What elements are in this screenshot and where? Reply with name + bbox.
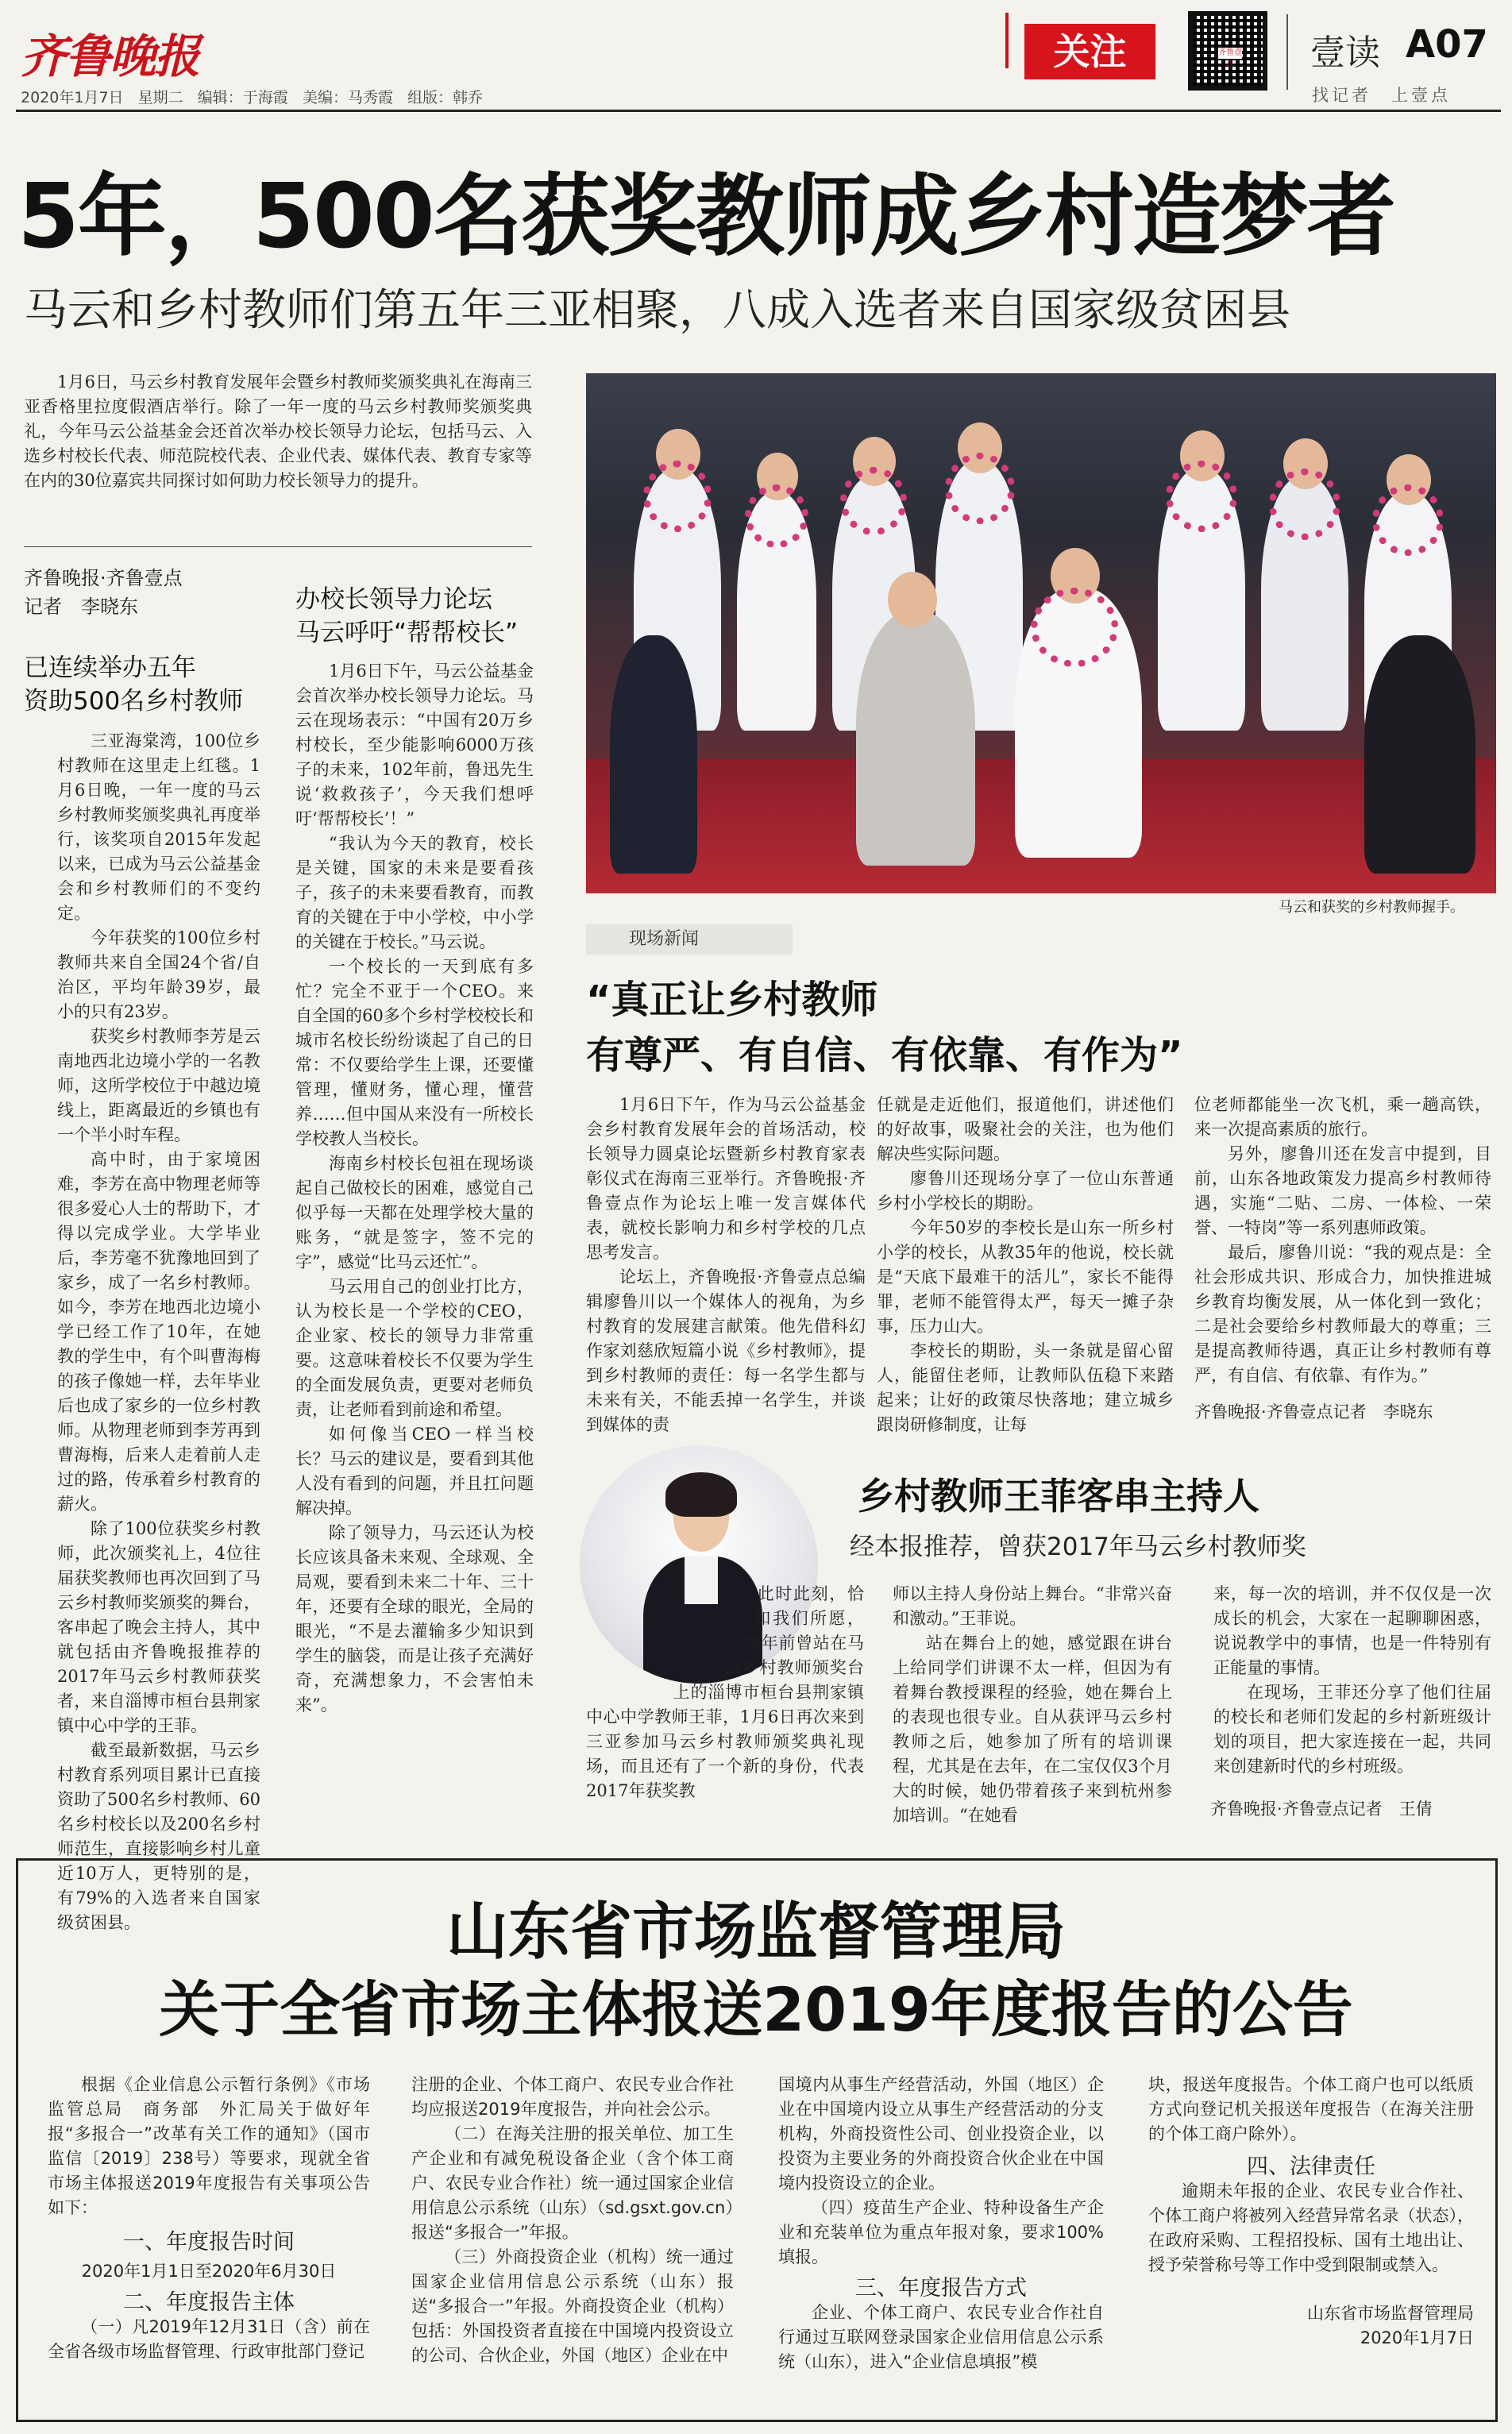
proof-credit: 组版：韩乔 [407, 89, 484, 106]
paragraph: 另外，廖鲁川还在发言中提到，目前，山东各地政策发力提高乡村教师待遇，实施“二贴、二房、一体检、一荣誉、一特岗”等一系列惠师政策。 [1194, 1144, 1491, 1237]
paragraph: 廖鲁川还现场分享了一位山东普通乡村小学校长的期盼。 [877, 1169, 1174, 1213]
paragraph: 论坛上，齐鲁晚报·齐鲁壹点总编辑廖鲁川以一个媒体人的视角，为乡村教育的发展建言献策。他先借科幻作家刘慈欣短篇小说《乡村教师》，提到乡村教师的责任：每一名学生都与未来有关，不能丢掉一名学生，并谈到媒体的责 [586, 1267, 866, 1434]
paragraph: 李校长的期盼，头一条就是留心留人，能留住老师，让教师队伍稳下来踏起来；让好的政策尽快落地；建立城乡跟岗研修制度，让每 [877, 1341, 1174, 1434]
paragraph: 在现场，王菲还分享了他们往届的校长和老师们发起的乡村新班级计划的项目，把大家连接在一起，共同来创建新时代的乡村班级。 [1213, 1683, 1491, 1776]
host-headline: 乡村教师王菲客串主持人 [858, 1475, 1259, 1518]
byline [24, 564, 183, 621]
flower-lei [643, 461, 712, 532]
notice-date: 2020年1月7日 [1360, 2328, 1474, 2347]
byline-reporter: 记者 李晓东 [24, 596, 138, 618]
scene-headline-1: “真正让乡村教师 [586, 978, 878, 1022]
figure-suit [1364, 635, 1475, 874]
page-number: A07 [1406, 22, 1488, 67]
section-name: 壹读 [1310, 33, 1380, 73]
flower-lei [840, 467, 907, 535]
issue-date: 2020年1月7日 [21, 89, 124, 106]
flower-lei [1031, 588, 1118, 667]
paragraph: 如何像当CEO一样当校长？马云的建议是，要看到其他人没有看到的问题，并且扛问题解决掉。 [295, 1425, 534, 1518]
flower-lei [1372, 484, 1444, 556]
paragraph: 师以主持人身份站上舞台。“非常兴奋和激动。”王菲说。 [893, 1584, 1172, 1628]
scene-signature: 齐鲁晚报·齐鲁壹点记者 李晓东 [1194, 1402, 1433, 1421]
paragraph: 截至最新数据，马云乡村教育系列项目累计已直接资助了500名乡村教师、60名乡村校长以及200名乡村师范生，直接影响乡村儿童近10万人，更特别的是，有79%的入选者来自国家级贫困县。 [57, 1741, 260, 1932]
paragraph: “我认为今天的教育，校长是关键，国家的未来是要看孩子，孩子的未来要看教育，而教育的关键在于中小学校，中小学的关键在于校长。”马云说。 [295, 834, 534, 951]
figure-head [888, 572, 937, 627]
notice-section-1: 一、年度报告时间 [123, 2230, 295, 2255]
host-col1 [586, 1582, 864, 1803]
notice-section-2: 二、年度报告主体 [123, 2290, 295, 2315]
main-headline: 5年，500名获奖教师成乡村造梦者 [17, 165, 1394, 268]
divider [24, 546, 532, 547]
main-subheadline: 马云和乡村教师们第五年三亚相聚，八成入选者来自国家级贫困县 [24, 284, 1291, 335]
notice-col4-p2: 逾期未年报的企业、农民专业合作社、个体工商户将被列入经营异常名录（状态），在政府采购、工程招投标、国有土地出让、授予荣誉称号等工作中受到限制或禁入。 [1148, 2181, 1474, 2274]
notice-section-4: 四、法律责任 [1247, 2154, 1375, 2179]
host-col1-text: 此时此刻，恰如我们所愿，两年前曾站在马云乡村教师颁奖台上的淄博市桓台县荆家镇中心中学教师王菲，1月6日再次来到三亚参加马云乡村教师颁奖典礼现场，而且还有了一个新的身份，代表2017年获奖教 [586, 1584, 864, 1800]
lead-text: 1月6日，马云乡村教育发展年会暨乡村教师奖颁奖典礼在海南三亚香格里拉度假酒店举行。除了一年一度的马云乡村教师奖颁奖典礼，今年马云公益基金会还首次举办校长领导力论坛，包括马云、入选乡村校长代表、师范院校代表、企业代表、媒体代表、教育专家等在内的30位嘉宾共同探讨如何助力校长领导力的提升。 [24, 372, 532, 490]
notice-intro: 根据《企业信息公示暂行条例》《市场监管总局 商务部 外汇局关于做好年报“多报合一”改革有关工作的通知》（国市监信〔2019〕238号）等要求，现就全省市场主体报送2019年度报告有关事项公告如下： [48, 2075, 370, 2217]
masthead [0, 0, 1512, 143]
col1-heading: 已连续举办五年 资助500名乡村教师 [24, 654, 244, 716]
paragraph: 1月6日下午，作为马云公益基金会乡村教育发展年会的首场活动，校长领导力圆桌论坛暨新乡村教育家表彰仪式在海南三亚举行。齐鲁晚报·齐鲁壹点作为论坛上唯一发言媒体代表，就校长影响力和乡村学校的几点思考发言。 [586, 1095, 866, 1262]
divider [1286, 14, 1288, 90]
notice-col3-p3: 企业、个体工商户、农民专业合作社自行通过互联网登录国家企业信用信息公示系统（山东），进入“企业信息填报”模 [778, 2303, 1104, 2371]
notice-col3 [778, 2073, 1104, 2374]
host-col2 [893, 1582, 1172, 1828]
figure-ma-yun [856, 611, 975, 866]
qr-label: 齐鲁壹点 [1218, 48, 1242, 68]
flower-lei [1269, 469, 1340, 540]
host-col3 [1213, 1582, 1491, 1779]
scene-label: 现场新闻 [586, 924, 793, 955]
notice-col2 [411, 2073, 734, 2368]
col2-heading: 办校长领导力论坛 马云呼吁“帮帮校长” [295, 585, 519, 647]
notice-title-1: 山东省市场监督管理局 [446, 1896, 1066, 1968]
paragraph: 注册的企业、个体工商户、农民专业合作社均应报送2019年度报告，并向社会公示。 [411, 2075, 734, 2119]
slogan: 找记者 上壹点 [1312, 86, 1451, 105]
notice-col1 [48, 2073, 370, 2364]
photo-caption: 马云和获奖的乡村教师握手。 [1279, 899, 1464, 916]
notice-col4 [1148, 2073, 1474, 2351]
notice-col3-p2: （四）疫苗生产企业、特种设备生产企业和充装单位为重点年报对象，要求100%填报。 [778, 2198, 1104, 2266]
notice-col3-p1: 国境内从事生产经营活动，外国（地区）企业在中国境内设立从事生产经营活动的分支机构，外商投资性公司、创业投资企业，以投资为主要业务的外商投资合伙企业在中国境内投资设立的企业。 [778, 2075, 1104, 2193]
paragraph: 海南乡村校长包祖在现场谈起自己做校长的困难，感觉自己似乎每一天都在处理学校大量的账务，“就是签字，签不完的字”，感觉“比马云还忙”。 [295, 1154, 534, 1271]
scene-col1 [586, 1093, 866, 1437]
flower-lei [1166, 461, 1237, 532]
paragraph: 站在舞台上的她，感觉跟在讲台上给同学们讲课不太一样，但因为有着舞台教授课程的经验，她在舞台上的表现也很专业。自从获评马云乡村教师之后，她参加了所有的培训课程，尤其是在去年，在二宝仅仅3个月大的时候，她仍带着孩子来到杭州参加培训。“在她看 [893, 1634, 1172, 1825]
main-photo [586, 373, 1496, 893]
paragraph: 1月6日下午，马云公益基金会首次举办校长领导力论坛。马云在现场表示：“中国有20万乡村校长，至少能影响6000万孩子的未来，102年前，鲁迅先生说‘救救孩子’，今天我们想呼吁‘帮帮校长’！” [295, 662, 534, 828]
paragraph: 除了100位获奖乡村教师，此次颁奖礼上，4位往届获奖教师也再次回到了马云乡村教师奖颁奖的舞台，客串起了晚会主持人，其中就包括由齐鲁晚报推荐的2017年马云乡村教师获奖者，来自淄博市桓台县荆家镇中心中学的王菲。 [57, 1519, 260, 1735]
paragraph: （二）在海关注册的报关单位、加工生产企业和有减免税设备企业（含个体工商户、农民专业合作社）统一通过国家企业信用信息公示系统（山东）（sd.gsxt.gov.cn）报送“多报合一”年报。 [411, 2124, 734, 2242]
paragraph: 马云用自己的创业打比方，认为校长是一个学校的CEO，企业家、校长的领导力非常重要。这意味着校长不仅要为学生的全面发展负责，更要对老师负责，让老师看到前途和希望。 [295, 1277, 534, 1419]
paragraph: 任就是走近他们，报道他们，讲述他们的好故事，吸聚社会的关注，也为他们解决些实际问题。 [877, 1095, 1174, 1163]
notice-title-2: 关于全省市场主体报送2019年度报告的公告 [159, 1974, 1353, 2045]
masthead-rule [16, 110, 1501, 112]
flower-lei [745, 484, 808, 548]
notice-section-1-text: 2020年1月1日至2020年6月30日 [81, 2262, 337, 2281]
section-tag-label: 关注 [1053, 30, 1127, 73]
qr-code-icon [1188, 11, 1267, 91]
notice-col4-p1: 块，报送年度报告。个体工商户也可以纸质方式向登记机关报送年度报告（在海关注册的个体工商户除外）。 [1148, 2075, 1474, 2143]
portrait-hair [665, 1472, 737, 1517]
editor-credit: 编辑：于海霞 [197, 89, 288, 106]
paragraph: 获奖乡村教师李芳是云南地西北边境小学的一名教师，这所学校位于中越边境线上，距离最近的乡镇也有一个半小时车程。 [57, 1027, 260, 1144]
paragraph: 一个校长的一天到底有多忙？完全不亚于一个CEO。来自全国的60多个乡村学校校长和城市名校长纷纷谈起了自己的日常：不仅要给学生上课，还要懂管理，懂财务，懂心理，懂营养……但中国从来没有一所校长学校教人当校长。 [295, 957, 534, 1148]
paragraph: 高中时，由于家境困难，李芳在高中物理老师等很多爱心人士的帮助下，才得以完成学业。大学毕业后，李芳毫不犹豫地回到了家乡，成了一名乡村教师。如今，李芳在地西北边境小学已经工作了10年，在她教的学生中，有个叫曹海梅的孩子像她一样，去年毕业后也成了家乡的一位乡村教师。从物理老师到李芳再到曹海梅，后来人走着前人走过的路，传承着乡村教育的薪火。 [57, 1150, 260, 1514]
paragraph: 今年50岁的李校长是山东一所乡村小学的校长，从教35年的他说，校长就是“天底下最难干的活儿”，家长不能得罪，老师不能管得太严，每天一摊子杂事，压力山大。 [877, 1218, 1174, 1336]
col2-body [295, 659, 534, 1718]
flower-lei [945, 453, 1015, 524]
host-subheadline: 经本报推荐，曾获2017年马云乡村教师奖 [850, 1533, 1306, 1561]
paragraph: 今年获奖的100位乡村教师共来自全国24个省/自治区，平均年龄39岁，最小的只有23岁。 [57, 928, 260, 1021]
artist-credit: 美编：马秀霞 [302, 89, 393, 106]
scene-headline-2: 有尊严、有自信、有依靠、有作为” [586, 1033, 1183, 1078]
host-signature: 齐鲁晚报·齐鲁壹点记者 王倩 [1210, 1799, 1433, 1819]
paragraph: 位老师都能坐一次飞机，乘一趟高铁，来一次提高素质的旅行。 [1194, 1095, 1491, 1139]
newspaper-logo: 齐鲁晚报 [21, 29, 199, 83]
issue-weekday: 星期二 [137, 89, 183, 106]
notice-signature: 山东省市场监督管理局 [1307, 2304, 1474, 2323]
paragraph: 来，每一次的培训，并不仅仅是一次成长的机会，大家在一起聊聊困惑，说说教学中的事情，也是一件特别有正能量的事情。 [1213, 1584, 1491, 1677]
notice-section-3: 三、年度报告方式 [855, 2276, 1027, 2301]
notice-section-2-text: （一）凡2019年12月31日（含）前在全省各级市场监督管理、行政审批部门登记 [48, 2317, 370, 2361]
section-tag-focus [1024, 24, 1155, 79]
paragraph: （三）外商投资企业（机构）统一通过国家企业信用信息公示系统（山东）报送“多报合一”年报。外商投资企业（机构）包括：外国投资者直接在中国境内投资设立的公司、合伙企业，外国（地区）企业在中 [411, 2247, 734, 2365]
scene-col3 [1194, 1093, 1491, 1388]
lead-paragraph [24, 370, 532, 493]
paragraph: 三亚海棠湾，100位乡村教师在这里走上红毯。1月6日晚，一年一度的马云乡村教师奖颁奖典礼再度举行，该奖项自2015年发起以来，已成为马云公益基金会和乡村教师们的不变约定。 [57, 731, 260, 923]
paragraph: 除了领导力，马云还认为校长应该具备未来观、全球观、全局观，要看到未来二十年、三十年，还要有全球的眼光，全局的眼光，“不是去灌输多少知识到学生的脑袋，而是让孩子充满好奇，充满想象力，不会害怕未来”。 [295, 1523, 534, 1715]
paragraph: 最后，廖鲁川说：“我的观点是：全社会形成共识、形成合力，加快推进城乡教育均衡发展，从一体化到一致化；二是社会要给乡村教师最大的尊重；三是提高教师待遇，真正让乡村教师有尊严，有自信、有依靠、有作为。” [1194, 1243, 1491, 1385]
issue-info [21, 86, 483, 107]
figure-dress [610, 635, 697, 874]
col1-body [57, 729, 260, 1935]
scene-col2 [877, 1093, 1174, 1437]
tag-bracket [1005, 13, 1009, 68]
byline-outlet: 齐鲁晚报·齐鲁壹点 [24, 567, 183, 589]
